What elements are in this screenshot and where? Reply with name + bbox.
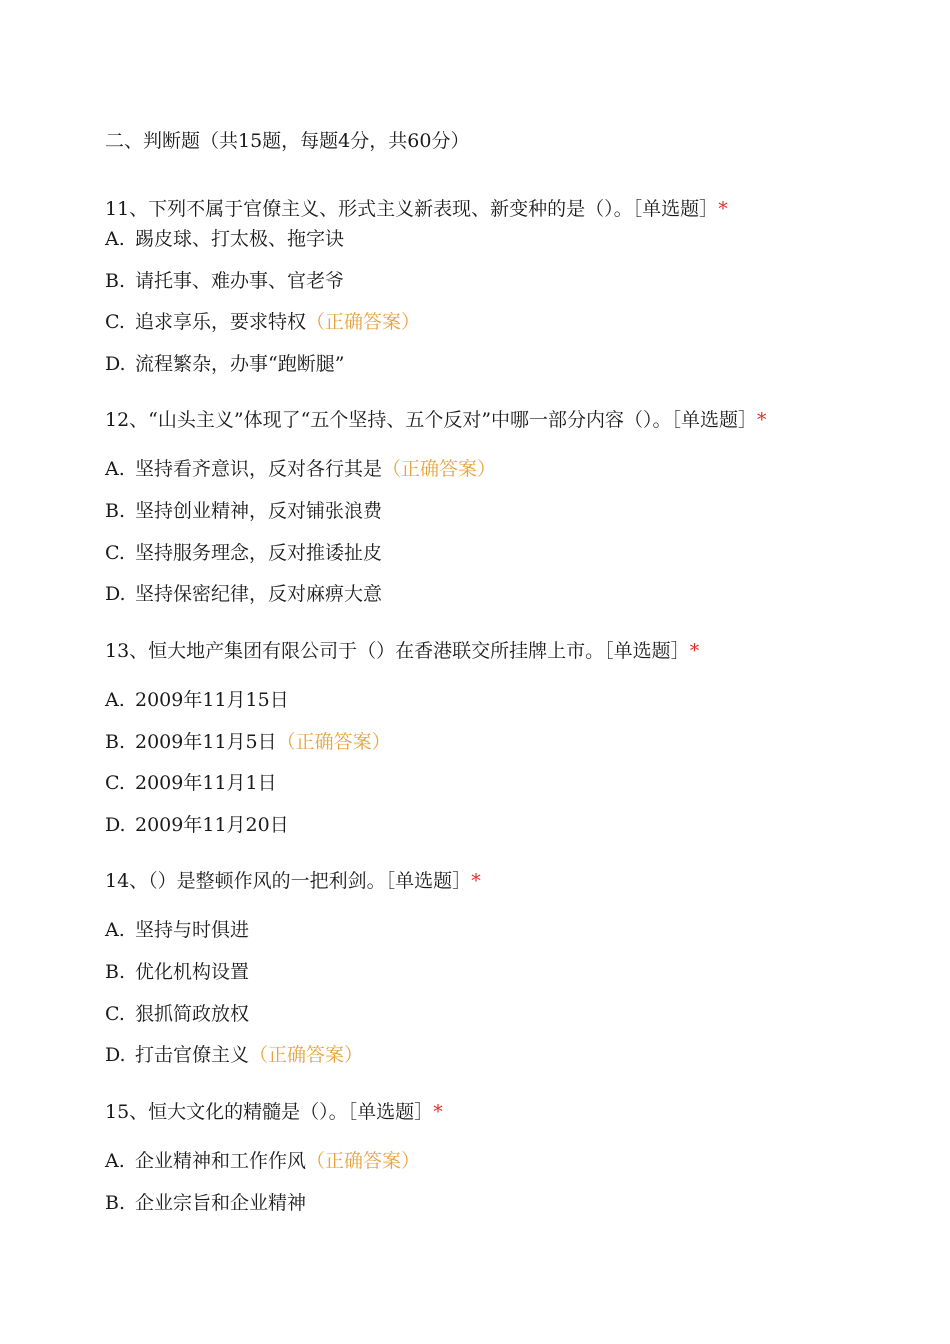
option-letter: C.: [105, 1003, 125, 1025]
option-text: 2009年11月15日: [135, 689, 289, 711]
option-text: 2009年11月20日: [135, 814, 289, 836]
option-letter: A.: [105, 1150, 125, 1172]
option-text: 坚持保密纪律，反对麻痹大意: [135, 583, 383, 605]
required-mark: *: [689, 640, 700, 662]
option-text: 流程繁杂，办事“跑断腿”: [135, 353, 345, 375]
question-14: [105, 868, 481, 894]
option-text: 企业宗旨和企业精神: [135, 1192, 307, 1214]
section-title: 二、判断题（共15题，每题4分，共60分）: [105, 130, 470, 152]
option-letter: B.: [105, 500, 126, 522]
option-text: 优化机构设置: [135, 961, 250, 983]
option-text: 坚持创业精神，反对铺张浪费: [135, 500, 383, 522]
option-text: 坚持服务理念，反对推诿扯皮: [135, 542, 383, 564]
option-text: 坚持看齐意识，反对各行其是: [135, 458, 383, 480]
option-letter: D.: [105, 353, 126, 375]
option-13-d: [105, 812, 289, 838]
option-13-c: [105, 770, 277, 796]
option-text: 狠抓简政放权: [135, 1003, 250, 1025]
correct-answer-label: （正确答案）: [276, 731, 391, 753]
required-mark: *: [757, 409, 767, 431]
option-letter: B.: [105, 1192, 126, 1214]
option-14-c: [105, 1001, 249, 1027]
option-letter: C.: [105, 772, 125, 794]
question-11: [105, 196, 728, 222]
option-text: 企业精神和工作作风: [135, 1150, 307, 1172]
option-text: 追求享乐，要求特权: [135, 311, 307, 333]
option-15-b: [105, 1190, 306, 1216]
option-letter: C.: [105, 542, 125, 564]
required-mark: *: [718, 198, 728, 220]
required-mark: *: [433, 1101, 443, 1123]
question-text: 15、恒大文化的精髓是（）。［单选题］: [105, 1101, 434, 1123]
option-11-b: [105, 268, 344, 294]
question-15: [105, 1099, 443, 1125]
correct-answer-label: （正确答案）: [306, 311, 421, 333]
option-13-a: [105, 687, 289, 713]
correct-answer-label: （正确答案）: [306, 1150, 421, 1172]
option-text: 坚持与时俱进: [135, 919, 250, 941]
option-14-b: [105, 959, 249, 985]
option-12-c: [105, 540, 382, 566]
question-12: [105, 407, 767, 433]
option-14-a: [105, 917, 249, 943]
option-text: 请托事、难办事、官老爷: [135, 270, 345, 292]
option-text: 打击官僚主义: [135, 1044, 250, 1066]
question-text: 13、恒大地产集团有限公司于（）在香港联交所挂牌上市。［单选题］: [105, 640, 690, 662]
option-text: 踢皮球、打太极、拖字诀: [135, 228, 345, 250]
option-11-a: [105, 226, 344, 252]
required-mark: *: [471, 870, 481, 892]
option-letter: A.: [105, 689, 125, 711]
option-text: 2009年11月1日: [135, 772, 277, 794]
question-text: 11、下列不属于官僚主义、形式主义新表现、新变种的是（）。［单选题］: [105, 198, 719, 220]
option-letter: A.: [105, 919, 125, 941]
option-letter: A.: [105, 228, 125, 250]
option-12-d: [105, 581, 382, 607]
option-letter: D.: [105, 1044, 126, 1066]
option-letter: D.: [105, 814, 126, 836]
option-letter: A.: [105, 458, 125, 480]
option-11-c: [105, 309, 420, 335]
option-letter: D.: [105, 583, 126, 605]
correct-answer-label: （正确答案）: [249, 1044, 364, 1066]
question-text: 12、“山头主义”体现了“五个坚持、五个反对”中哪一部分内容（）。［单选题］: [105, 409, 758, 431]
option-letter: B.: [105, 961, 126, 983]
option-12-a: [105, 456, 496, 482]
question-13: [105, 638, 699, 664]
option-15-a: [105, 1148, 420, 1174]
option-text: 2009年11月5日: [135, 731, 277, 753]
question-text: 14、（）是整顿作风的一把利剑。［单选题］: [105, 870, 472, 892]
option-11-d: [105, 351, 344, 377]
option-12-b: [105, 498, 382, 524]
option-14-d: [105, 1042, 363, 1068]
option-13-b: [105, 729, 391, 755]
correct-answer-label: （正确答案）: [382, 458, 497, 480]
option-letter: B.: [105, 270, 126, 292]
option-letter: B.: [105, 731, 126, 753]
option-letter: C.: [105, 311, 125, 333]
